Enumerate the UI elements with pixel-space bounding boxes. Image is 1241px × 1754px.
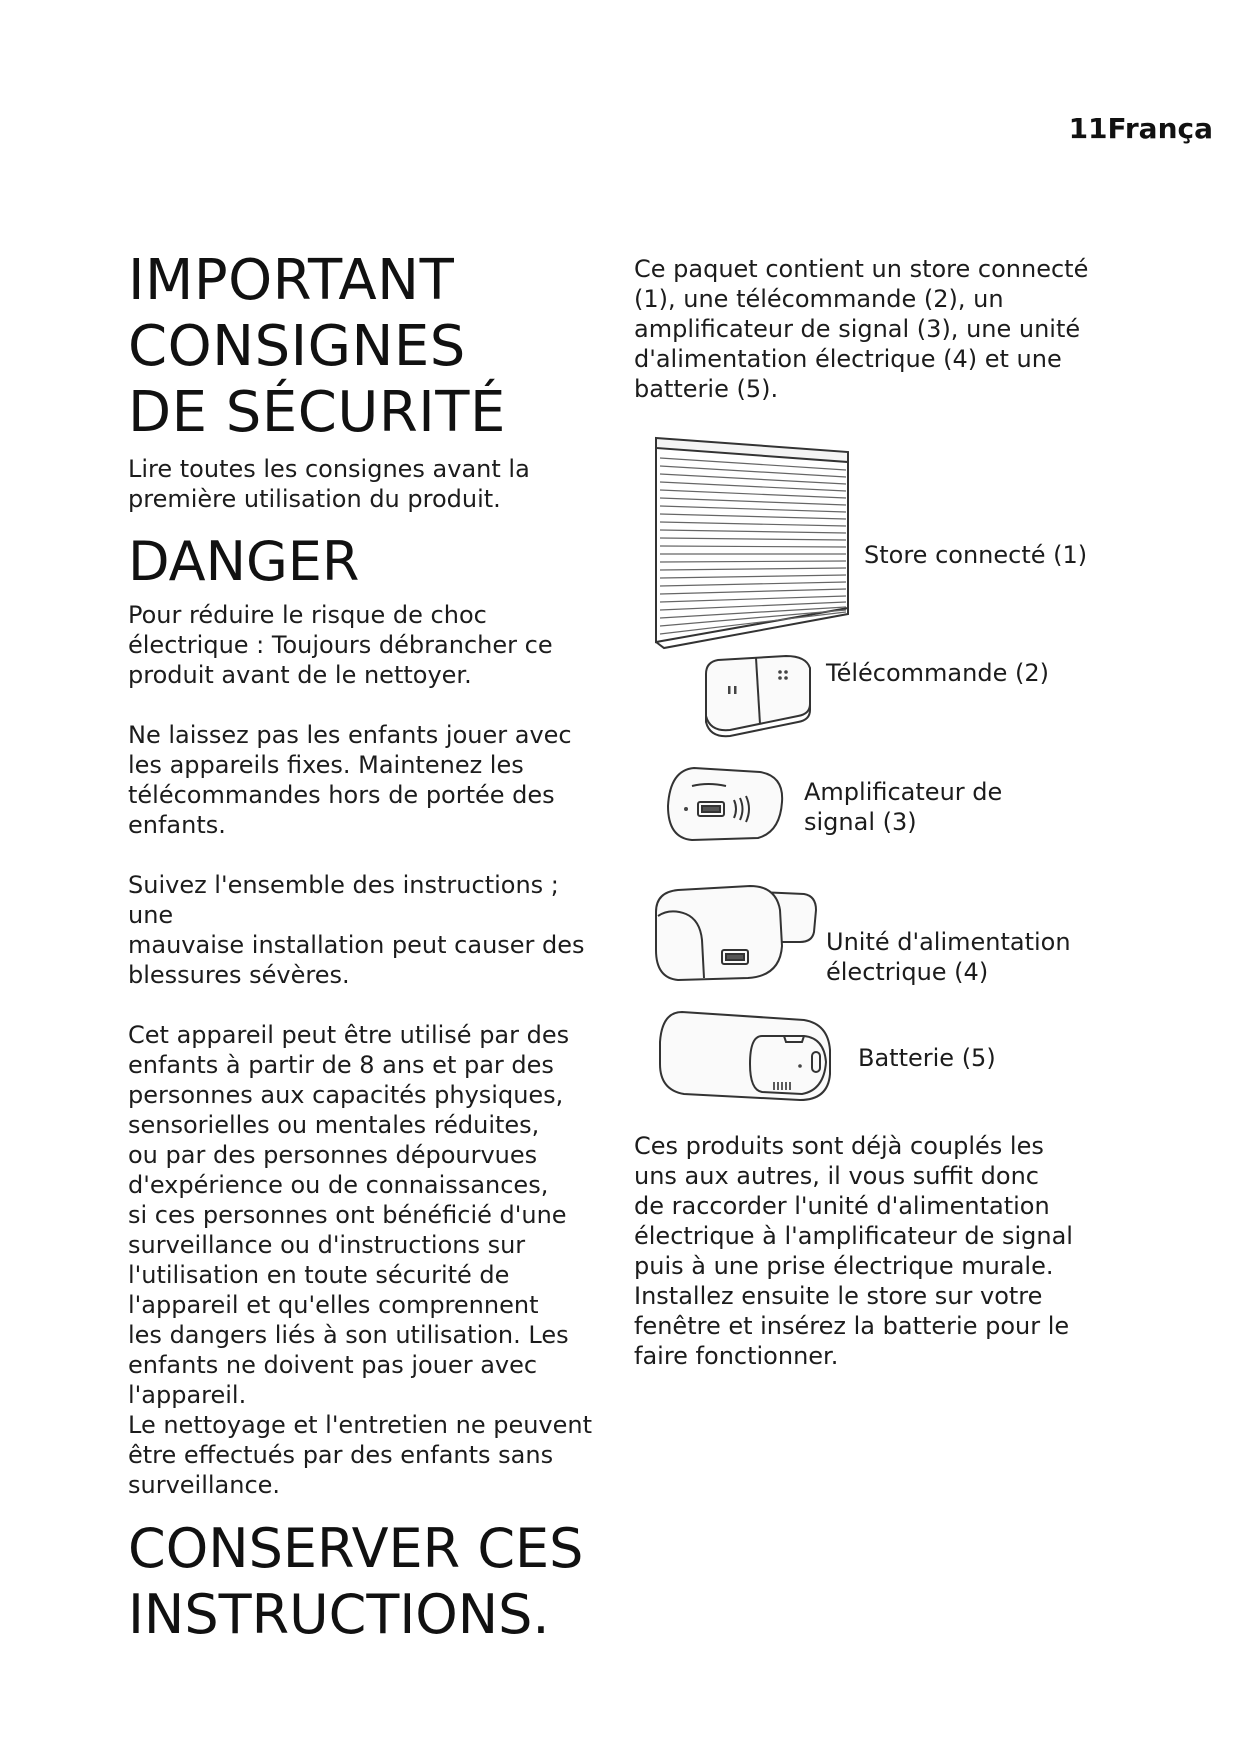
pairing-paragraph: Ces produits sont déjà couplés les uns aux autres, il vous suffit donc de raccorder l'unité d'alimentation électrique à l'amplificateur de signal puis à une prise électrique murale. Installez ensuite le store sur votre fenêtre et insérez la batterie pour le faire fonctionner.	[634, 1132, 1073, 1370]
package-intro: Ce paquet contient un store connecté (1), une télécommande (2), un amplificateur de signal (3), une unité d'alimentation électrique (4) et une batterie (5).	[634, 255, 1089, 403]
blind-icon	[650, 432, 860, 654]
danger-paragraph: Ne laissez pas les enfants jouer avec les appareils fixes. Maintenez les télécommandes hors de portée des enfants.	[128, 721, 572, 839]
item-label-battery: Batterie (5)	[858, 1044, 996, 1072]
power-supply-icon	[650, 880, 820, 986]
safety-column	[128, 248, 598, 1648]
signal-repeater-icon	[664, 762, 790, 846]
danger-title: DANGER	[128, 530, 360, 593]
item-label-blind: Store connecté (1)	[864, 541, 1088, 569]
safety-title: IMPORTANT CONSIGNES DE SÉCURITÉ	[128, 248, 506, 445]
item-label-remote: Télécommande (2)	[826, 659, 1049, 687]
remote-icon	[700, 652, 816, 740]
danger-paragraph: Pour réduire le risque de choc électrique : Toujours débrancher ce produit avant de le nettoyer.	[128, 601, 553, 689]
page-label: 11França	[1068, 112, 1213, 145]
keep-instructions-title: CONSERVER CES INSTRUCTIONS.	[128, 1517, 584, 1646]
item-label-power-supply: Unité d'alimentation électrique (4)	[826, 928, 1071, 986]
pairing-instructions	[634, 1131, 1094, 1371]
safety-intro: Lire toutes les consignes avant la première utilisation du produit.	[128, 455, 530, 513]
battery-icon	[654, 1006, 840, 1106]
danger-paragraph: Suivez l'ensemble des instructions ; une mauvaise installation peut causer des blessures sévères.	[128, 871, 585, 989]
package-contents	[634, 254, 1094, 404]
danger-paragraph: Cet appareil peut être utilisé par des enfants à partir de 8 ans et par des personnes aux capacités physiques, sensorielles ou mentales réduites, ou par des personnes dépourvues d'expérience ou de connaissances, si ces personnes ont bénéficié d'une surveillance ou d'instructions sur l'utilisation en toute sécurité de l'appareil et qu'elles comprennent les dangers liés à son utilisation. Les enfants ne doivent pas jouer avec l'appareil. Le nettoyage et l'entretien ne peuvent être effectués par des enfants sans surveillance.	[128, 1021, 593, 1499]
item-label-signal-repeater: Amplificateur de signal (3)	[804, 778, 1003, 836]
